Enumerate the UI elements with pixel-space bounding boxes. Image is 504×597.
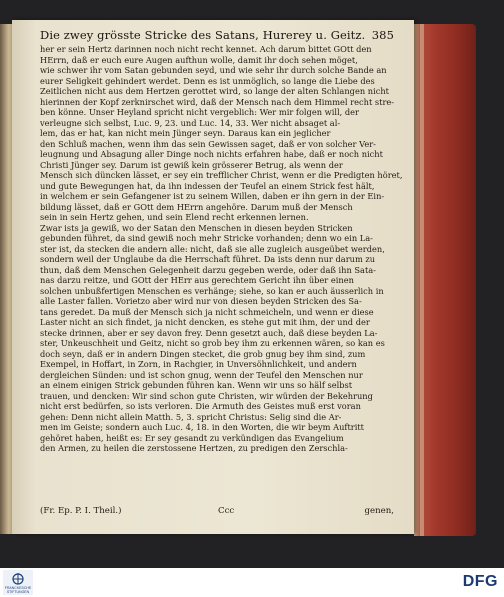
page-number: 385 [371,28,394,42]
running-head: Die zwey grösste Stricke des Satans, Hurerey u. Geitz. [40,28,366,42]
text-line: an einem einigen Strick gebunden führen kan. Wenn wir uns so hälf selbst [40,380,353,390]
text-line: alle Laster fallen. Vorietzo aber wird nur von diesen beyden Stricken des Sa- [40,296,362,306]
text-line: den Armen, zu heilen die zerstossene Hertzen, zu predigen den Zerschla- [40,443,348,453]
page-header [40,28,402,42]
sheet-marker: Ccc [218,506,235,516]
text-line: Mensch sich düncken lässet, er sey ein trefflicher Christ, wenn er die Predigten höret, [40,170,402,180]
text-line: Christi Jünger sey. Darum ist gewiß kein grösserer Betrug, als wenn der [40,159,343,170]
text-line: Laster nicht an sich findet, ja nicht dencken, es stehe gut mit ihm, der und der [40,317,370,327]
text-line: und gute Bewegungen hat, da ihn indessen der Teufel an einem Strick fest hält, [40,180,375,191]
emblem-icon [3,570,33,586]
text-line: verleugne sich selbst, Luc. 9, 23. und Luc. 14, 33. Wer nicht absaget al- [40,117,341,128]
text-line: bildung lässet, daß er GOtt dem HErrn angehöre. Darum muß der Mensch [40,201,353,212]
text-line: wie schwer ihr vom Satan gebunden seyd, und wie sehr ihr durch solche Bande an [40,65,387,75]
text-line: solchen unbußfertigen Menschen es verhänge; siehe, so kan er auch äusserlich in [40,285,384,296]
text-line: lem, das er hat, kan nicht mein Jünger seyn. Daraus kan ein jeglicher [40,128,331,138]
text-line: sein in sein Hertz gehen, und sein Elend recht erkennen lernen. [40,212,309,222]
text-line: HErrn, daß er euch eure Augen aufthun wolle, damit ihr doch sehen möget, [40,54,358,65]
book-cover [414,24,476,536]
text-line: men im Geiste; sondern auch Luc. 4, 18. in den Worten, die wir beym Auftritt [40,422,364,432]
text-line: leugnung und Absagung aller Dinge noch nichts erfahren habe, daß er noch nicht [40,149,383,159]
text-line: nas darzu reitze, und GOtt der HErr aus gerechtem Gericht ihn über einen [40,275,354,285]
text-line: gebunden führet, da sind gewiß noch mehr Stricke vorhanden; denn wo ein La- [40,233,373,243]
text-line: Zwar ists ja gewiß, wo der Satan den Menschen in diesen beyden Stricken [40,222,353,233]
text-line: den Schluß machen, wenn ihm das sein Gewissen saget, daß er von solcher Ver- [40,138,376,149]
body-text [40,44,402,454]
text-line: trauen, und dencken: Wir sind schon gute Christen, wir würden der Bekehrung [40,390,373,401]
text-line: dergleichen Sünden: und ist schon gnug, wenn der Teufel den Menschen nur [40,369,363,380]
text-line: gehen: Denn nicht allein Matth. 5, 3. spricht Christus: Selig sind die Ar- [40,411,342,422]
text-line: thun, daß dem Menschen Gelegenheit darzu gegeben werde, oder daß ihn Sata- [40,264,376,275]
text-line: in welchem er sein Gefangener ist zu seinem Willen, daben er ihn gern in der Ein- [40,191,385,201]
text-line: eurer Seligkeit gehindert werdet. Denn es ist unmöglich, so lange die Liebe des [40,75,375,86]
catchword: genen, [364,506,394,516]
viewer-footer-bar [0,568,504,597]
francke-logo [3,570,33,595]
text-line: sondern weil der Unglaube da die Herrschaft führet. Da ists denn nur darum zu [40,254,376,264]
text-line: nicht erst bedürfen, so ists verloren. Die Armuth des Geistes muß erst voran [40,401,361,411]
footer-signature: (Fr. Ep. P. I. Theil.) [40,506,122,516]
text-line: Exempel, in Hoffart, in Zorn, in Rachgier, in Unversöhnlichkeit, und andern [40,359,357,369]
text-line: ben könne. Unser Heyland spricht nicht vergeblich: Wer mir folgen will, der [40,107,359,117]
text-line: hierinnen der Kopf zerknirschet wird, daß der Mensch nach dem Himmel recht stre- [40,96,395,107]
text-line: doch seyn, daß er in andern Dingen stecket, die grob gnug bey ihm sind, zum [40,348,366,359]
dfg-logo: DFG [462,573,498,590]
text-line: stecke drinnen, aber er sey davon frey. Denn gesetzt auch, daß diese beyden La- [40,327,378,338]
text-line: Zeitlichen nicht aus dem Hertzen gerottet wird, so lange der alten Schlangen nicht [40,86,389,96]
text-line: gehöret haben, heißt es: Er sey gesandt zu verkündigen das Evangelium [40,432,344,443]
text-line: tans geredet. Da muß der Mensch sich ja nicht schmeicheln, und wenn er diese [40,306,374,317]
text-line: ster ist, da stecken die andern alle: nicht, daß sie alle zugleich ausgeübet werden, [40,243,385,254]
francke-logo-text: FRANCKESCHE STIFTUNGEN [4,586,32,594]
text-line: ster, Unkeuschheit und Geitz, nicht so grob bey ihm zu erkennen wären, so kan es [40,338,385,348]
text-line: her er sein Hertz darinnen noch nicht recht kennet. Ach darum bittet GOtt den [40,44,372,54]
